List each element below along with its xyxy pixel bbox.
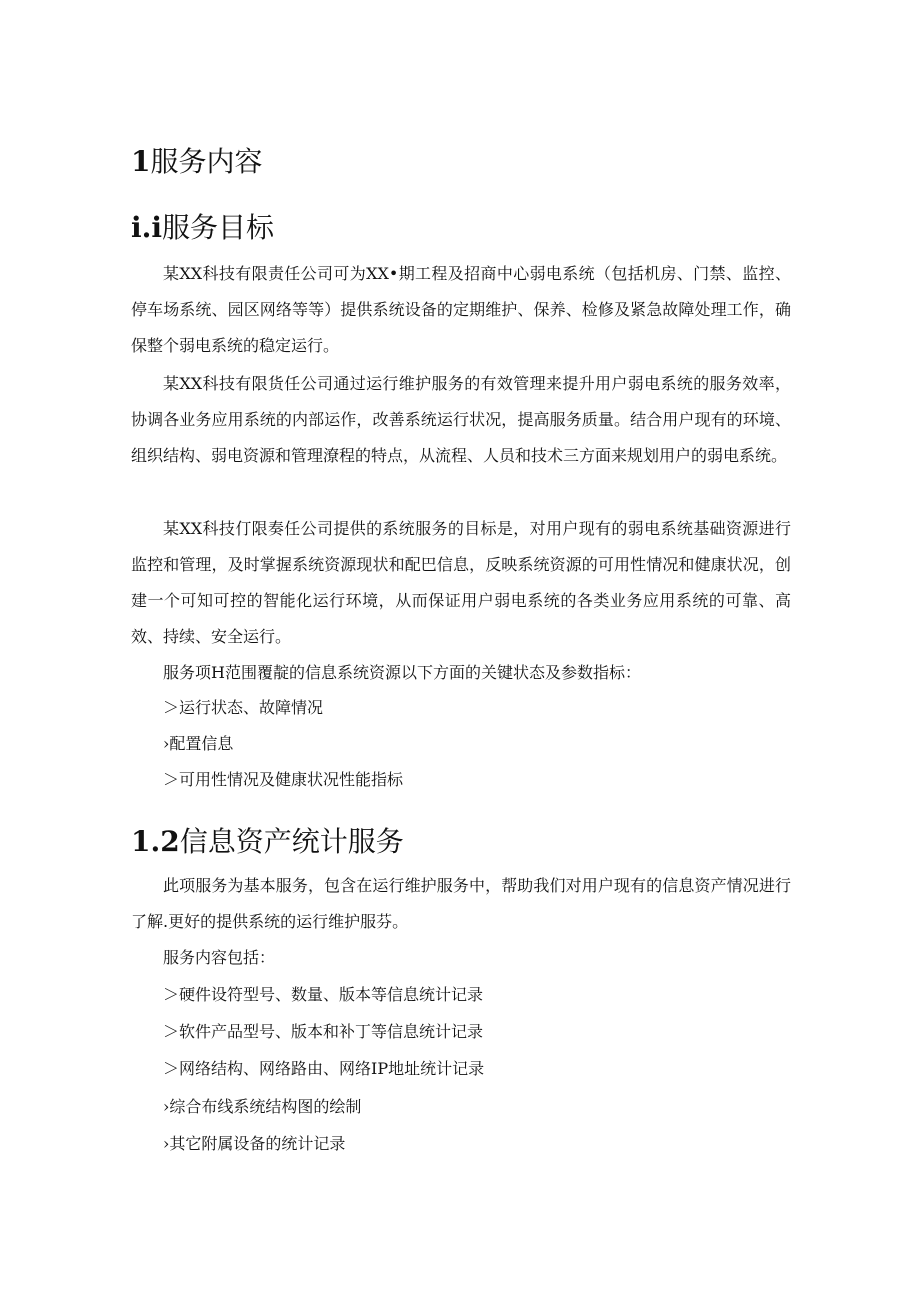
section-title: 信息资产统计服务 <box>179 825 404 858</box>
heading-number: 1 <box>131 145 151 178</box>
list-item: ＞运行状态、故障情况 <box>163 698 324 717</box>
scope-intro: 服务项H范围覆靛的信息系统资源以下方面的关键状态及参数指标： <box>163 663 641 682</box>
paragraph-3: 某XX科技仃限奏任公司提供的系统服务的目标是，对用户现有的弱电系统基础资源进行监控和管理，及时掌握系统资源现状和配巴信息，反映系统资源的可用性情况和健康状况，创建一个可知可控的智能化运行环境，从而保证用户弱电系统的各类业务应用系统的可靠、高效、持续、安全运行。 <box>131 519 791 646</box>
paragraph-4: 此项服务为基本服务，包含在运行维护服务中，帮助我们对用户现有的信息资产情况进行了解.更好的提供系统的运行维护服芬。 <box>131 876 791 931</box>
list-item: ›配置信息 <box>163 734 234 753</box>
heading-asset-statistics <box>131 822 404 862</box>
section-number: 1.2 <box>131 825 180 858</box>
paragraph-2: 某XX科技有限货任公司通过运行维护服务的有效管理来提升用户弱电系统的服务效率，协调各业务应用系统的内部运作，改善系统运行状况，提高服务质量。结合用户现有的环境、组织结构、弱电资源和管理潦程的特点，从流程、人员和技术三方面来规划用户的弱电系统。 <box>131 374 791 465</box>
heading-service-content <box>131 142 263 182</box>
heading-text: 服务内容 <box>150 145 263 178</box>
section-number: i.i <box>131 211 163 244</box>
content-intro: 服务内容包括： <box>163 948 276 967</box>
list-item: ＞网络结构、网络路由、网络IP地址统计记录 <box>163 1059 485 1078</box>
list-item: ＞可用性情况及健康状况性能指标 <box>163 770 404 789</box>
paragraph-1: 某XX科技有限责任公司可为XX•期工程及招商中心弱电系统（包括机房、门禁、监控、停车场系统、园区网络等等）提供系统设备的定期维护、保养、检修及紧急故障处理工作，确保整个弱电系统的稳定运行。 <box>131 264 791 355</box>
section-title: 服务目标 <box>162 211 275 244</box>
heading-service-goal <box>131 208 274 248</box>
list-item: ›综合布线系统结构图的绘制 <box>163 1097 362 1116</box>
list-item: ›其它附属设备的统计记录 <box>163 1134 346 1153</box>
list-item: ＞硬件设符型号、数量、版本等信息统计记录 <box>163 985 484 1004</box>
list-item: ＞软件产品型号、版本和补丁等信息统计记录 <box>163 1022 484 1041</box>
